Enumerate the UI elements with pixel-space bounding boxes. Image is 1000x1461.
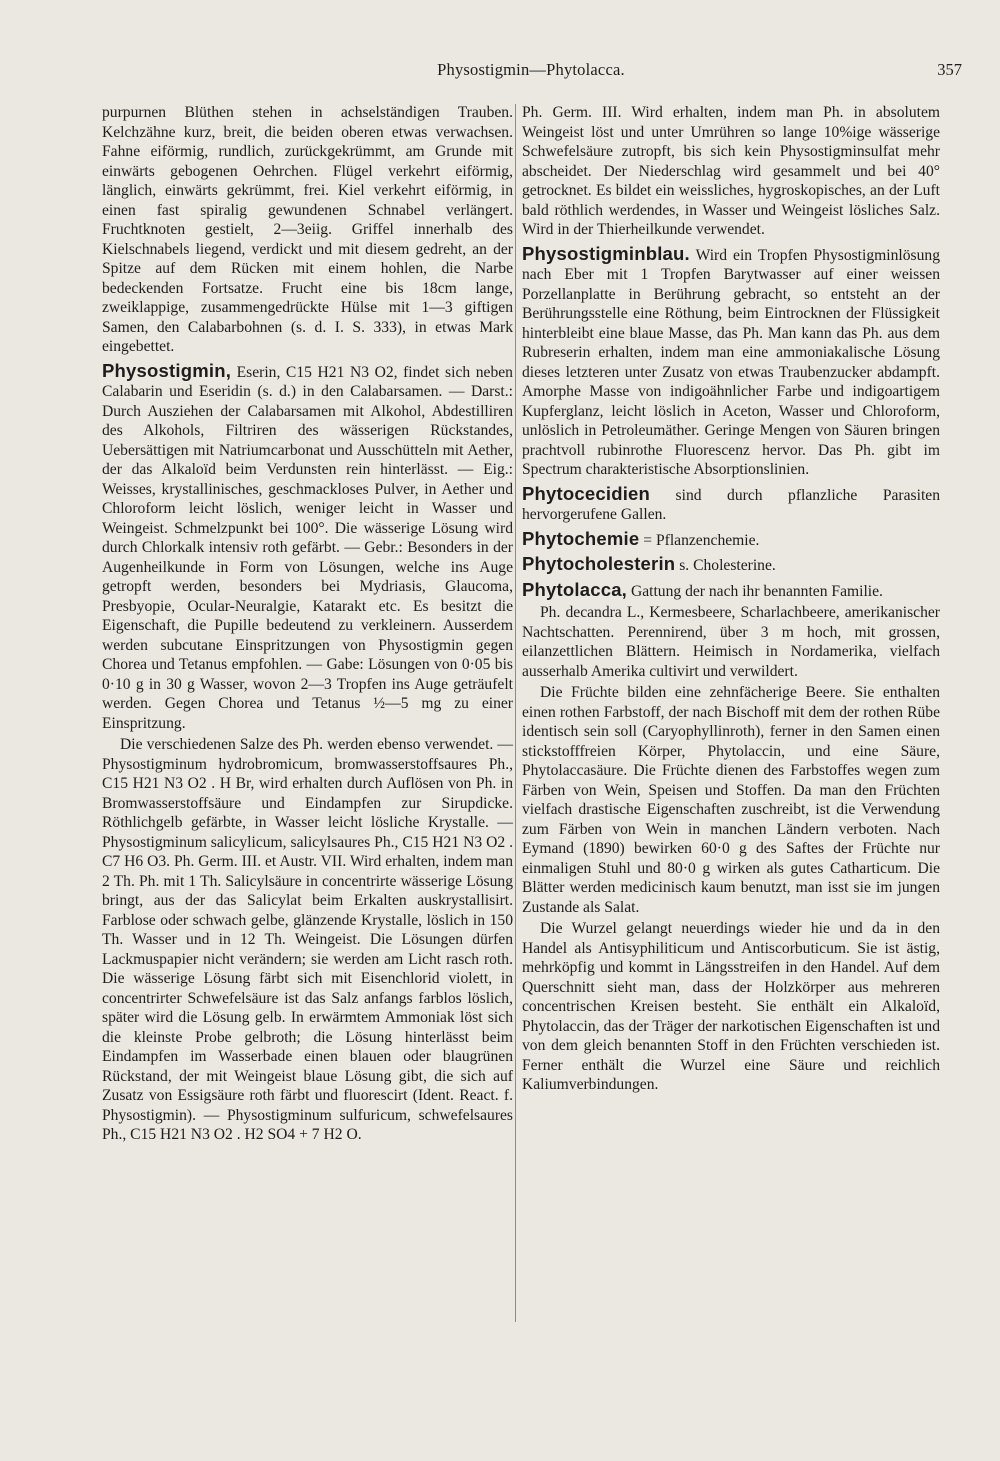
column-divider	[515, 104, 516, 1322]
page-number: 357	[937, 60, 962, 79]
entry-phytocholesterin	[522, 554, 940, 576]
entry-body: s. Cholesterine.	[679, 557, 776, 574]
paragraph-salts: Die verschiedenen Salze des Ph. werden ebenso verwendet. — Physostigminum hydrobromicum, bromwasserstoffsaures Ph., C15 H21 N3 O2 . H Br, wird erhalten durch Auflösen von Ph. in Bromwasserstoffsäure und Eindampfen zur Sirupdicke. Röthlichgelb gefärbte, in Wasser leicht lösliche Krystalle. — Physostigminum salicylicum, salicylsaures Ph., C15 H21 N3 O2 . C7 H6 O3. Ph. Germ. III. et Austr. VII. Wird erhalten, indem man 2 Th. Ph. mit 1 Th. Salicylsäure in concentrirte wässerige Lösung bringt, aus der das Salicylat beim Erkalten auskrystallisirt. Farblose oder schwach gelbe, glänzende Krystalle, löslich in 150 Th. Wasser und in 12 Th. Weingeist. Die Lösungen dürfen Lackmuspapier nicht verändern; sie werden am Licht rasch roth. Die wässerige Lösung färbt sich mit Eisenchlorid violett, in concentrirter Schwefelsäure ist das Salz anfangs farblos löslich, später wird die Lösung gelb. In erwärmtem Ammoniak löst sich die kleinste Probe gelbroth; die Lösung hinterlässt beim Eindampfen im Wasserbade einen blauen oder blaugrünen Rückstand, der mit Weingeist blaue Lösung gibt, die sich auf Zusatz von Essigsäure roth färbt und fluorescirt (Ident. React. f. Physostigmin). — Physostigminum sulfuricum, schwefelsaures Ph., C15 H21 N3 O2 . H2 SO4 + 7 H2 O.	[102, 736, 513, 1143]
entry-body: Wird ein Tropfen Physostigminlösung nach Eber mit 1 Tropfen Barytwasser auf einer weissen Porzellanplatte in Berührung gebracht, so entsteht an der Berührungsstelle eine Röthung, beim Eintrocknen der Flüssigkeit hinterbleibt eine blaue Masse, das Ph. Man kann das Ph. aus dem Rubreserin erhalten, indem man eine ammoniakalische Lösung dieses letzteren unter Zusatz von etwas Traubenzucker abdampft. Amorphe Masse von indigoähnlicher Farbe und indigoartigem Kupferglanz, leicht löslich in Aceton, Wasser und Chloroform, unlöslich in Petroleumäther. Geringe Mengen von Säuren bringen prachtvoll rubinrothe Fluorescenz hervor. Das Ph. gibt im Spectrum charakteristische Absorptionslinien.	[522, 246, 940, 478]
entry-body: Eserin, C15 H21 N3 O2, findet sich neben Calabarin und Eseridin (s. d.) in den Calabarsamen. — Darst.: Durch Ausziehen der Calabarsamen mit Alkohol, Abdestilliren des Alkohols, Filtriren des wässerigen Rückstandes, Uebersättigen mit Natriumcarbonat und Ausschütteln mit Aether, der das Alkaloïd beim Verdunsten rein hinterlässt. — Eig.: Weisses, krystallinisches, geschmackloses Pulver, in Aether und Chloroform leicht löslich, weniger leicht in Wasser und Weingeist. Schmelzpunkt bei 100°. Die wässerige Lösung wird durch Chlorkalk intensiv roth gefärbt. — Gebr.: Besonders in der Augenheilkunde in Form von Lösungen, welche ins Auge getropft werden, besonders bei Mydriasis, Glaucoma, Presbyopie, Ocular-Neuralgie, Katarakt etc. Es besitzt die Eigenschaft, die Pupille bedeutend zu verkleinern. Ausserdem werden subcutane Einspritzungen von Physostigmin gegen Chorea und Tetanus empfohlen. — Gabe: Lösungen von 0·05 bis 0·10 g in 30 g Wasser, wovon 2—3 Tropfen ins Auge geträufelt werden. Gegen Chorea und Tetanus ½—5 mg zu einer Einspritzung.	[102, 363, 513, 732]
headword-physostigmin: Physostigmin,	[102, 359, 232, 381]
paragraph-continued-right: Ph. Germ. III. Wird erhalten, indem man Ph. in absolutem Weingeist löst und unter Umrühren so lange 10%ige wässerige Schwefelsäure zutropft, bis sich kein Physostigminsulfat mehr abscheidet. Der Niederschlag wird gesammelt und bei 40° getrocknet. Es bildet ein weissliches, hygroskopisches, an der Luft bald röthlich werdendes, in Wasser und Weingeist lösliches Salz. Wird in der Thierheilkunde verwendet.	[522, 104, 940, 238]
headword-phytochemie: Phytochemie	[522, 527, 640, 549]
paragraph-continued: purpurnen Blüthen stehen in achselständigen Trauben. Kelchzähne kurz, breit, die beiden oberen etwas verwachsen. Fahne eiförmig, rundlich, zurückgekrümmt, am Grunde mit einwärts gebogenen Oehrchen. Flügel verkehrt eiförmig, länglich, einwärts gekrümmt, frei. Kiel verkehrt eiförmig, in einen fast spiralig gewundenen Schnabel verlängert. Fruchtknoten gestielt, 2—3eiig. Griffel innerhalb des Kielschnabels liegend, verdickt und mit diesem gedreht, an der Spitze auf dem Rücken mit einem hohlen, die Narbe bedeckenden Fortsatze. Frucht eine bis 18cm lange, zweiklappige, zusammengedrückte Hülse mit 1—3 giftigen Samen, den Calabarbohnen (s. d. I. S. 333), in etwas Mark eingebettet.	[102, 104, 513, 355]
left-column	[102, 103, 513, 1147]
entry-phytolacca	[522, 580, 940, 602]
entry-physostigminblau	[522, 244, 940, 480]
right-column	[522, 103, 940, 1097]
headword-phytolacca: Phytolacca,	[522, 578, 628, 600]
entry-phytochemie	[522, 529, 940, 551]
paragraph-wurzel: Die Wurzel gelangt neuerdings wieder hie und da in den Handel als Antisyphiliticum und Antiscorbuticum. Sie ist ästig, mehrköpfig und kommt in Längsstreifen in den Handel. Auf dem Querschnitt sieht man, dass der Holzkörper aus mehreren concentrischen Kreisen besteht. Sie enthält ein Alkaloïd, Phytolaccin, das der Träger der narkotischen Eigenschaften ist und von dem gleich benannten Stoff in den Früchten verschieden ist. Ferner enthält die Wurzel eine Säure und reichlich Kaliumverbindungen.	[522, 920, 940, 1093]
page-header	[100, 60, 962, 84]
entry-physostigmin	[102, 361, 513, 734]
running-title: Physostigmin—Phytolacca.	[437, 60, 625, 79]
headword-physostigminblau: Physostigminblau.	[522, 242, 690, 264]
headword-phytocecidien: Phytocecidien	[522, 482, 651, 504]
paragraph-fruechte: Die Früchte bilden eine zehnfächerige Beere. Sie enthalten einen rothen Farbstoff, der nach Bischoff mit dem der rothen Rübe identisch sein soll (Caryophyllinroth), ferner in den Samen einen stickstofffreien Körper, Phytolaccin, und eine Säure, Phytolaccasäure. Die Früchte dienen des Farbstoffes wegen zum Färben von Wein, Speisen und Stoffen. Da man den Früchten vielfach drastische Eigenschaften zuschreibt, ist die Verwendung zum Färben von Wein in manchen Ländern verboten. Nach Eymand (1890) bewirken 60·0 g des Saftes der Früchte nur einmaligen Stuhl und 80·0 g wirken als gutes Catharticum. Die Blätter werden medicinisch kaum benutzt, man isst sie im jungen Zustande als Salat.	[522, 684, 940, 916]
equals-sign: =	[643, 531, 653, 549]
entry-body: sind durch pflanzliche Parasiten hervorgerufene Gallen.	[522, 486, 940, 523]
headword-phytocholesterin: Phytocholesterin	[522, 553, 676, 574]
entry-body: Pflanzenchemie.	[655, 531, 760, 549]
paragraph-decandra: Ph. decandra L., Kermesbeere, Scharlachbeere, amerikanischer Nachtschatten. Perennirend, über 3 m hoch, mit grossen, eilanzettlichen Blättern. Heimisch in Nordamerika, vielfach ausserhalb Amerika cultivirt und verwildert.	[522, 604, 940, 680]
entry-phytocecidien	[522, 484, 940, 525]
entry-body: Gattung der nach ihr benannten Familie.	[630, 582, 883, 600]
